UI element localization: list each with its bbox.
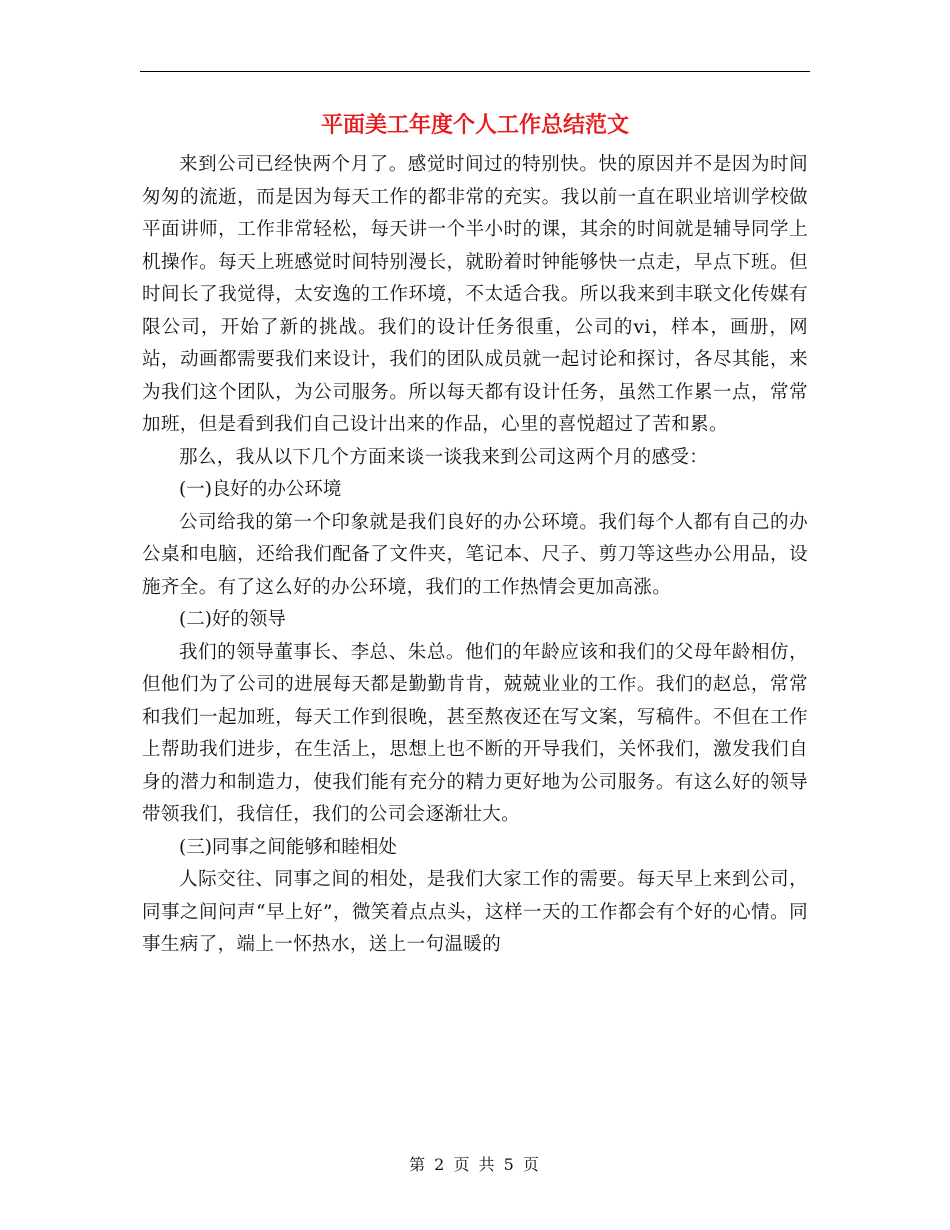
section-heading: (二)好的领导 xyxy=(179,609,286,630)
section-heading: (三)同事之间能够和睦相处 xyxy=(179,836,397,858)
document-title: 平面美工年度个人工作总结范文 xyxy=(320,113,629,138)
page-footer: 第 2 页 共 5 页 xyxy=(409,1155,541,1174)
paragraph: 那么，我从以下几个方面来谈一谈我来到公司这两个月的感受： xyxy=(179,446,709,468)
section-heading: (一)良好的办公环境 xyxy=(179,479,342,500)
header-rule xyxy=(140,71,810,72)
paragraph: 来到公司已经快两个月了。感觉时间过的特别快。快的原因并不是因为时间匆匆的流逝，而是因为每天工作的都非常的充实。我以前一直在职业培训学校做平面讲师，工作非常轻松，每天讲一个半小时的课，其余的时间就是辅导同学上机操作。每天上班感觉时间特别漫长，就盼着时钟能够快一点走，早点下班。但时间长了我觉得，太安逸的工作环境，不太适合我。所以我来到丰联文化传媒有限公司，开始了新的挑战。我们的设计任务很重，公司的vi，样本，画册，网站，动画都需要我们来设计，我们的团队成员就一起讨论和探讨，各尽其能，来为我们这个团队，为公司服务。所以每天都有设计任务，虽然工作累一点，常常加班，但是看到我们自己设计出来的作品，心里的喜悦超过了苦和累。 xyxy=(142,154,808,435)
paragraph: 我们的领导董事长、李总、朱总。他们的年龄应该和我们的父母年龄相仿，但他们为了公司的进展每天都是勤勤肯肯，兢兢业业的工作。我们的赵总，常常和我们一起加班，每天工作到很晚，甚至熬夜还在写文案，写稿件。不但在工作上帮助我们进步，在生活上，思想上也不断的开导我们，关怀我们，激发我们自身的潜力和制造力，使我们能有充分的精力更好地为公司服务。有这么好的领导带领我们，我信任，我们的公司会逐渐壮大。 xyxy=(142,641,808,825)
paragraph: 公司给我的第一个印象就是我们良好的办公环境。我们每个人都有自己的办公桌和电脑，还给我们配备了文件夹，笔记本、尺子、剪刀等这些办公用品，设施齐全。有了这么好的办公环境，我们的工作热情会更加高涨。 xyxy=(142,511,808,598)
document-body xyxy=(142,149,808,962)
paragraph: 人际交往、同事之间的相处，是我们大家工作的需要。每天早上来到公司，同事之间问声“早上好”，微笑着点点头，这样一天的工作都会有个好的心情。同事生病了，端上一怀热水，送上一句温暖的 xyxy=(142,869,808,955)
